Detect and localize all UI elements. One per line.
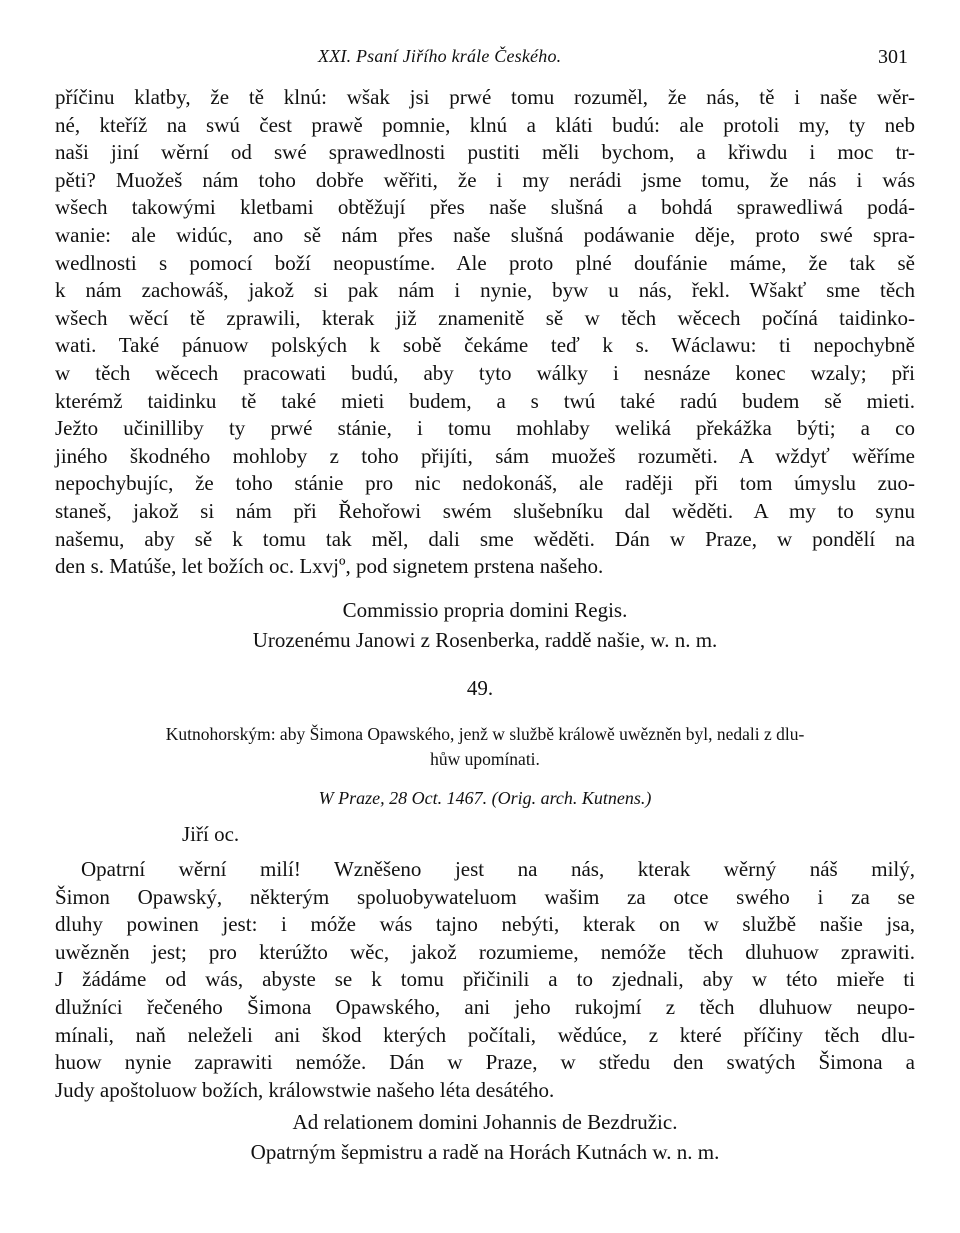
text-line: našemu, aby sě k tomu tak měl, dali sme wěděti. Dán w Praze, w pondělí na — [55, 526, 915, 551]
address-line-49: Opatrným šepmistru a radě na Horách Kutnách w. n. m. — [250, 1140, 720, 1164]
relatio-line: Ad relationem domini Johannis de Bezdružic. — [292, 1110, 678, 1134]
text-line: Opatrní wěrní milí! Wzněšeno jest na nás, kterak wěrný náš milý, — [81, 857, 915, 881]
text-line: Judy apoštoluow božích, králowstwie našeho léta desátého. — [55, 1077, 555, 1102]
regest-line: Kutnohorským: aby Šimona Opawského, jenž w službě králowě uwězněn byl, nedali z dlu- — [165, 724, 805, 744]
text-line: k nám zachowáš, jakož si pak nám i nynie, byw u nás, řekl. Wšakť sme těch — [55, 278, 915, 303]
text-line: staneš, jakož si nám při Řehořowi swém slušebníku dal wěděti. A my to synu — [55, 498, 915, 523]
text-line: naši jiní wěrní od swé sprawedlnosti pustiti měli bychom, a křiwdu i moc tr- — [55, 140, 915, 165]
text-line: huow nynie zaprawiti nemóže. Dán w Praze, w středu den swatých Šimona a — [55, 1050, 915, 1075]
sender: Jiří oc. — [182, 822, 240, 846]
text-line: dlužníci řečeného Šimona Opawského, ani jeho rukojmí z těch dluhuow neupo- — [55, 994, 915, 1019]
text-line: dluhy powinen jest: i móže wás tajno nebýti, kterak on w službě našie jsa, — [55, 912, 915, 937]
text-line: wšech takowými kletbami obtěžují přes naše slušná a bohdá sprawedliwá podá- — [55, 195, 915, 220]
text-line: wšech wěcí tě zprawili, kterak již znamenitě sě w těch wěcech počíná taidinko- — [55, 305, 915, 330]
text-line: pěti? Muožeš nám toho dobře wěřiti, že i my nerádi jsme tomu, že nás i wás — [55, 167, 915, 192]
text-line: wedlnosti s pomocí boží neopustíme. Ale proto plné doufánie máme, že tak sě — [55, 250, 915, 275]
letter-48-body — [55, 84, 915, 581]
text-line: mínali, naň neleželi ani škod kterých počítali, wědúce, z které příčiny těch dlu- — [55, 1022, 915, 1047]
page-number: 301 — [878, 46, 908, 68]
text-line: Šimon Opawský, některým spoluobywateluom wašim za otce swého i za se — [55, 884, 915, 909]
text-line: wanie: ale widúc, ano sě nám přes naše slušná podáwanie děje, proto swé spra- — [55, 222, 915, 247]
text-line: J žádáme od wás, abyste se k tomu přičinili a to zjednali, aby w této mieře ti — [55, 967, 915, 992]
regest — [55, 722, 915, 772]
address-line-48: Urozenému Janowi z Rosenberka, raddě našie, w. n. m. — [252, 628, 718, 652]
text-line: jiného škodného mohloby z toho přijíti, sám muožeš rozuměti. A wždyť wěříme — [55, 443, 915, 468]
letter-49-body — [55, 856, 915, 1104]
document-number: 49. — [466, 676, 494, 700]
text-line: Ježto učinilliby ty prwé stánie, i tomu mohlaby weliká překážka býti; a co — [55, 416, 915, 441]
commissio-line: Commissio propria domini Regis. — [342, 598, 628, 622]
text-line: w těch wěcech pracowati budú, aby tyto wálky i nesnáze konec wzaly; při — [55, 360, 915, 385]
text-line: né, kteříž na swú čest prawě pomnie, klnú a kláti budú: ale protoli my, ty neb — [55, 112, 915, 137]
text-line: příčinu klatby, že tě klnú: wšak jsi prwé tomu rozuměl, že nás, tě i naše wěr- — [55, 85, 915, 109]
regest-line: hůw upomínati. — [430, 749, 540, 769]
text-line: kterémž taidinku tě také mieti budem, a s twú také radú budem sě mieti. — [55, 388, 915, 413]
text-line: nepochybujíc, že toho stánie pro nic nedokonáš, ale raději při tom úmyslu zuo- — [55, 471, 915, 496]
text-line: wati. Také pánuow polských k sobě čekáme teď k s. Wáclawu: ti nepochybně — [55, 333, 915, 358]
running-head: XXI. Psaní Jiřího krále Českého. — [318, 46, 562, 66]
text-line: den s. Matúše, let božích oc. Lxvjº, pod signetem prstena našeho. — [55, 554, 604, 579]
dateline: W Praze, 28 Oct. 1467. (Orig. arch. Kutnens.) — [318, 788, 652, 808]
text-line: uwězněn jest; pro kterúžto wěc, jakož rozumieme, nemóže těch dluhuow zprawiti. — [55, 939, 915, 964]
